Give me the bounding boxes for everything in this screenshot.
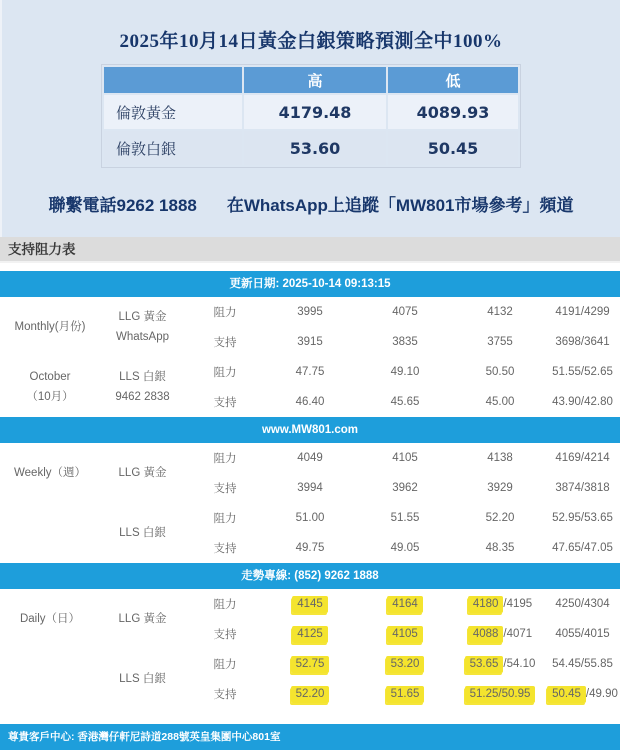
sr-row-type-label: 阻力 [213,307,237,319]
sr-block [0,443,620,503]
sr-value-cell [455,628,545,640]
sr-instrument-line: WhatsApp [115,331,170,343]
sr-value-cell: 51.55 [390,512,420,524]
sr-row-type-label: 阻力 [213,453,237,465]
sr-instrument-cell [100,589,185,649]
highlighted-value: 53.65 [465,656,504,673]
sr-value-cell: 45.00 [485,396,515,408]
website-banner: www.MW801.com [0,417,620,443]
highlighted-value: 51.25/50.95 [465,686,536,703]
hotline-banner: 走勢專線: (852) 9262 1888 [0,563,620,589]
sr-row-type-label: 阻力 [213,513,237,525]
sr-value-cell: 3929 [487,482,513,494]
sr-value-cell: 3994 [297,482,323,494]
header-section [0,0,620,237]
sr-instrument-cell [100,297,185,357]
sr-value-cell: 50.50 [485,366,515,378]
highlighted-value: 4105 [387,626,423,643]
sr-value-cell: 4132 [487,306,513,318]
sr-value-cell [265,598,355,610]
sr-period-line: October [29,371,71,383]
sr-period-cell [0,503,100,563]
sr-instrument-line: 9462 2838 [115,391,170,403]
highlighted-value: 4088 [468,626,504,643]
sr-row-type-label: 支持 [213,689,237,701]
sr-value-cell: 48.35 [485,542,515,554]
sr-value-cell: 52.95/53.65 [552,512,613,524]
highlighted-value: 4180 [468,596,504,613]
sr-value-cell [355,628,455,640]
sr-value-cell [455,598,545,610]
whatsapp-channel-text: 在WhatsApp上追蹤「MW801市場參考」頻道 [226,196,574,215]
price-row-london-gold [104,95,518,129]
sr-value-cell [455,688,545,700]
contact-line [2,191,620,216]
sr-row-type-label: 阻力 [213,599,237,611]
silver-high-value: 53.60 [244,131,386,165]
sr-row-type-label: 支持 [213,483,237,495]
instrument-label: 倫敦黃金 [104,95,242,129]
value-text: /4195 [503,598,533,610]
sr-value-cell: 4169/4214 [555,452,610,464]
sr-period-cell [0,649,100,709]
sr-period-cell [0,297,100,357]
sr-value-cell: 4191/4299 [555,306,610,318]
sr-period-line: Daily（日） [19,613,81,625]
sr-value-cell [265,658,355,670]
sr-block [0,297,620,357]
sr-value-cell: 54.45/55.85 [552,658,613,670]
sr-value-cell: 3755 [487,336,513,348]
sr-instrument-line: LLG 黃金 [118,613,167,625]
sr-value-cell [545,688,620,700]
highlighted-value: 4145 [292,596,328,613]
sr-period-cell [0,589,100,649]
price-table-corner-cell [104,67,242,93]
sr-period-line: （10月） [26,391,74,403]
instrument-label: 倫敦白銀 [104,131,242,165]
page-title: 2025年10月14日黃金白銀策略預測全中100% [119,31,503,52]
silver-low-value: 50.45 [388,131,518,165]
highlighted-value: 52.75 [291,656,330,673]
gold-low-value: 4089.93 [388,95,518,129]
sr-value-cell [355,688,455,700]
sr-period-cell [0,443,100,503]
sr-value-cell [455,658,545,670]
sr-instrument-line: LLS 白銀 [119,673,166,685]
sr-period-cell [0,357,100,417]
sr-instrument-line: LLG 黃金 [118,467,167,479]
sr-value-cell: 3835 [392,336,418,348]
sr-block [0,589,620,649]
sr-block [0,649,620,709]
sr-instrument-cell [100,443,185,503]
contact-phone: 聯繫電話9262 1888 [48,196,197,215]
sr-instrument-line: LLS 白銀 [119,371,166,383]
sr-value-cell: 45.65 [390,396,420,408]
section-title-bar [0,237,620,263]
sr-instrument-line: LLS 白銀 [119,527,166,539]
sr-value-cell: 3698/3641 [555,336,610,348]
sr-value-cell: 4049 [297,452,323,464]
sr-value-cell: 43.90/42.80 [552,396,613,408]
update-date-banner: 更新日期: 2025-10-14 09:13:15 [0,271,620,297]
highlighted-value: 53.20 [386,656,425,673]
highlighted-value: 4164 [387,596,423,613]
sr-row-type-label: 阻力 [213,659,237,671]
sr-value-cell: 51.55/52.65 [552,366,613,378]
sr-value-cell [265,628,355,640]
sr-value-cell: 51.00 [295,512,325,524]
sr-row-type-label: 阻力 [213,367,237,379]
sr-row-type-label: 支持 [213,543,237,555]
section-title: 支持阻力表 [8,242,76,257]
value-text: /4071 [503,628,533,640]
sr-row-type-label: 支持 [213,337,237,349]
sr-period-line: Weekly（週） [14,467,86,479]
sr-instrument-line: LLG 黃金 [118,311,167,323]
sr-value-cell: 47.75 [295,366,325,378]
sr-value-cell: 49.10 [390,366,420,378]
sr-value-cell: 47.65/47.05 [552,542,613,554]
price-table [101,64,521,168]
sr-row-type-label: 支持 [213,397,237,409]
sr-value-cell [355,598,455,610]
sr-instrument-cell [100,357,185,417]
sr-value-cell: 49.05 [390,542,420,554]
sr-value-cell: 49.75 [295,542,325,554]
price-table-header-low: 低 [388,67,518,93]
highlighted-value: 51.65 [386,686,425,703]
sr-block [0,357,620,417]
highlighted-value: 50.45 [547,686,586,703]
value-text: /54.10 [503,658,536,670]
sr-value-cell: 4105 [392,452,418,464]
sr-value-cell: 4055/4015 [555,628,610,640]
sr-period-line: Monthly(月份) [14,321,86,333]
value-text: /49.90 [585,688,618,700]
sr-value-cell: 4138 [487,452,513,464]
sr-value-cell: 46.40 [295,396,325,408]
sr-instrument-cell [100,649,185,709]
sr-row-type-label: 支持 [213,629,237,641]
price-row-london-silver [104,131,518,165]
sr-value-cell: 3915 [297,336,323,348]
highlighted-value: 52.20 [291,686,330,703]
sr-value-cell: 52.20 [485,512,515,524]
sr-value-cell [355,658,455,670]
sr-value-cell: 3962 [392,482,418,494]
price-table-header-high: 高 [244,67,386,93]
gold-high-value: 4179.48 [244,95,386,129]
price-table-header-row [104,67,518,93]
highlighted-value: 4125 [292,626,328,643]
address-banner: 尊貴客戶中心: 香港灣仔軒尼詩道288號英皇集團中心801室 [0,724,620,750]
support-resistance-table [0,271,620,750]
sr-value-cell: 4250/4304 [555,598,610,610]
sr-value-cell: 3874/3818 [555,482,610,494]
sr-value-cell: 3995 [297,306,323,318]
sr-value-cell: 4075 [392,306,418,318]
sr-block [0,503,620,563]
sr-value-cell [265,688,355,700]
sr-instrument-cell [100,503,185,563]
